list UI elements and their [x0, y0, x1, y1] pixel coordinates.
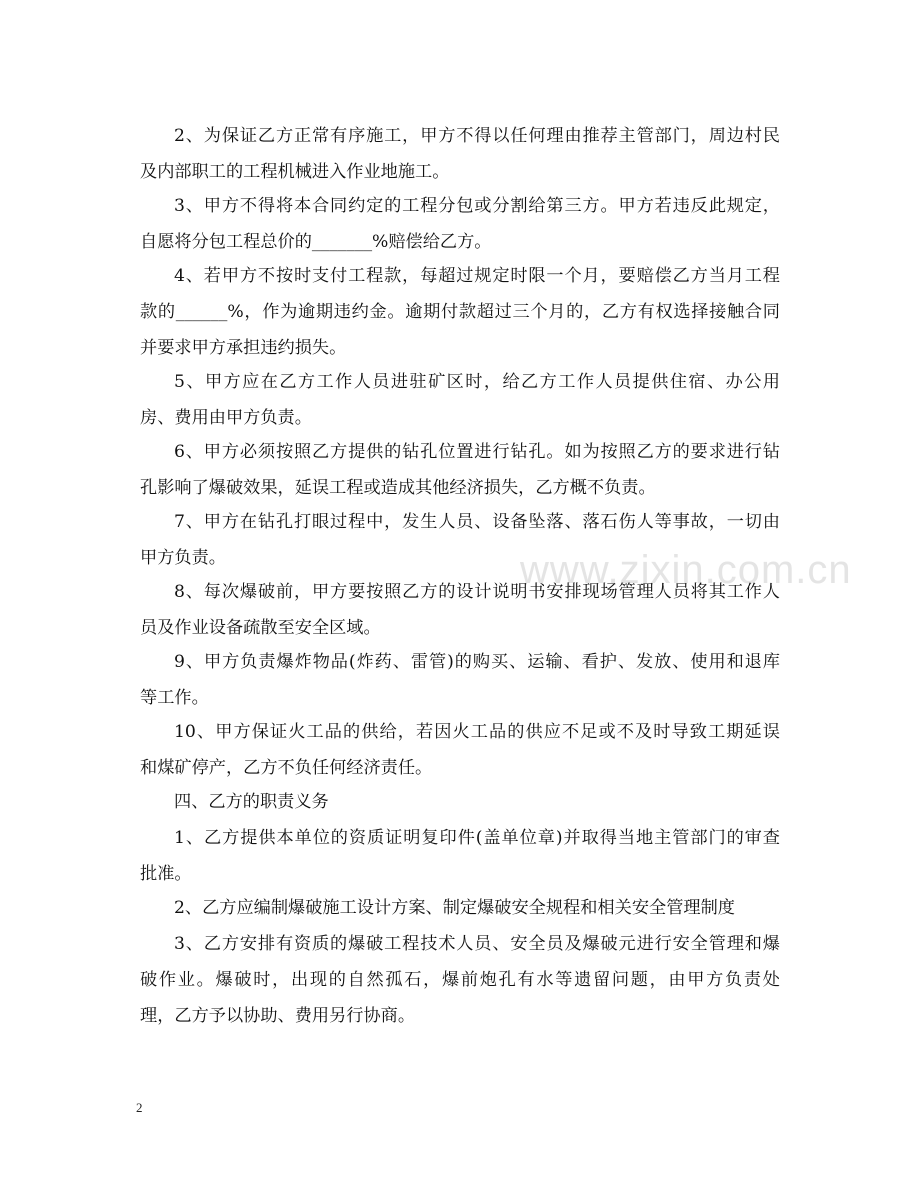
text-line: 2、为保证乙方正常有序施工，甲方不得以任何理由推荐主管部门，周边村民 — [174, 126, 780, 146]
clause-a3 — [140, 188, 780, 260]
text-line: 房、费用由甲方负责。 — [140, 408, 312, 428]
clause-a9 — [140, 644, 780, 716]
text-line: 理，乙方予以协助、费用另行协商。 — [140, 1006, 416, 1026]
clause-a7 — [140, 504, 780, 576]
clause-a6 — [140, 434, 780, 506]
text-line: 破作业。爆破时，出现的自然孤石，爆前炮孔有水等遗留问题，由甲方负责处 — [140, 970, 780, 990]
text-line: 等工作。 — [140, 688, 209, 708]
page-number: 2 — [136, 1100, 143, 1115]
text-line: 自愿将分包工程总价的_______%赔偿给乙方。 — [140, 232, 492, 252]
clause-b3 — [140, 926, 780, 1034]
text-line: 员及作业设备疏散至安全区域。 — [140, 618, 381, 638]
section-heading — [140, 784, 780, 820]
text-line: 3、甲方不得将本合同约定的工程分包或分割给第三方。甲方若违反此规定， — [174, 196, 780, 216]
text-line: 5、甲方应在乙方工作人员进驻矿区时，给乙方工作人员提供住宿、办公用 — [174, 372, 780, 392]
text-line: 4、若甲方不按时支付工程款，每超过规定时限一个月，要赔偿乙方当月工程 — [174, 266, 780, 286]
text-line: 8、每次爆破前，甲方要按照乙方的设计说明书安排现场管理人员将其工作人 — [174, 582, 780, 602]
text-line: 和煤矿停产，乙方不负任何经济责任。 — [140, 758, 433, 778]
watermark: www.zixin.com.cn — [520, 548, 852, 592]
text-line: 及内部职工的工程机械进入作业地施工。 — [140, 162, 450, 182]
text-line: 款的______%，作为逾期违约金。逾期付款超过三个月的，乙方有权选择接触合同 — [140, 302, 780, 322]
clause-a8 — [140, 574, 780, 646]
clause-b2 — [140, 890, 780, 926]
clause-a4 — [140, 258, 780, 366]
text-line: 1、乙方提供本单位的资质证明复印件(盖单位章)并取得当地主管部门的审查 — [174, 828, 780, 848]
text-line: 10、甲方保证火工品的供给，若因火工品的供应不足或不及时导致工期延误 — [174, 722, 780, 742]
clause-b1 — [140, 820, 780, 892]
text-line: 孔影响了爆破效果，延误工程或造成其他经济损失，乙方概不负责。 — [140, 478, 656, 498]
text-line: 9、甲方负责爆炸物品(炸药、雷管)的购买、运输、看护、发放、使用和退库 — [174, 652, 780, 672]
text-line: 批准。 — [140, 864, 192, 884]
clause-a5 — [140, 364, 780, 436]
section-title: 四、乙方的职责义务 — [174, 792, 329, 812]
text-line: 6、甲方必须按照乙方提供的钻孔位置进行钻孔。如为按照乙方的要求进行钻 — [174, 442, 780, 462]
text-line: 甲方负责。 — [140, 548, 226, 568]
text-line: 并要求甲方承担违约损失。 — [140, 338, 347, 358]
text-line: 3、乙方安排有资质的爆破工程技术人员、安全员及爆破元进行安全管理和爆 — [174, 934, 780, 954]
text-line: 2、乙方应编制爆破施工设计方案、制定爆破安全规程和相关安全管理制度 — [174, 898, 735, 918]
clause-a2 — [140, 118, 780, 190]
text-line: 7、甲方在钻孔打眼过程中，发生人员、设备坠落、落石伤人等事故，一切由 — [174, 512, 780, 532]
clause-a10 — [140, 714, 780, 786]
